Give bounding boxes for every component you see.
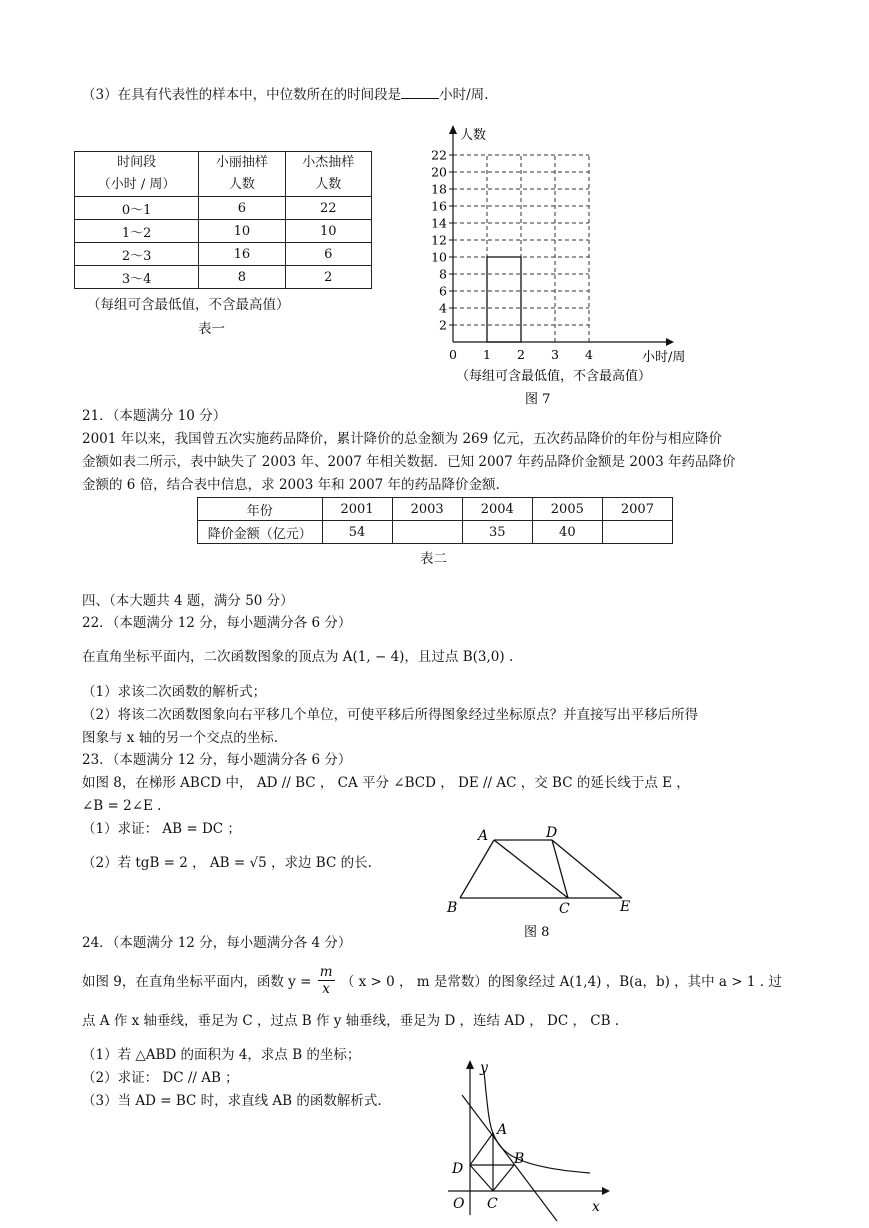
table-row [198,521,673,544]
y-axis-label: 人数 [460,128,487,143]
table-cell: 2004 [462,498,532,521]
table-cell: 3～4 [75,266,199,289]
q22-part1: （1）求该二次函数的解析式； [82,684,267,700]
y-tick-label: 20 [431,164,447,180]
table-cell [392,521,462,544]
table-cell: 2005 [532,498,602,521]
x-tick-label: 4 [585,347,593,362]
y-tick-label: 12 [431,232,447,248]
y-tick-label: 16 [431,198,447,214]
q21-line-1: 2001 年以来，我国曾五次实施药品降价，累计降价的总金额为 269 亿元，五次药品降价的年份与相应降价 [82,431,722,447]
table-two-caption: 表二 [420,551,447,567]
table-one [74,151,372,289]
segment-ac [494,840,568,898]
y-tick-labels [431,148,453,333]
y-tick-label: 8 [439,266,447,282]
x-tick-label: 3 [551,347,559,362]
segment-ad [470,1133,493,1165]
y-tick-label: 22 [431,147,447,163]
x-axis-arrow-icon [666,338,674,346]
table-one-header-xiaojie: 小杰抽样 人数 [285,152,371,197]
y-tick-label: 18 [431,181,447,197]
table-one-note: （每组可含最低值，不含最高值） [87,297,290,313]
point-label-c: C [559,901,570,917]
point-label-b: B [447,900,458,916]
axis-label-x: x [592,1199,600,1215]
table-one-caption: 表一 [198,321,225,337]
table-row [198,498,673,521]
q24-part2: （2）求证： DC // AB ； [82,1070,239,1086]
x-tick-label: 2 [517,347,525,362]
q21-line-2: 金额如表二所示，表中缺失了 2003 年、2007 年相关数据．已知 2007 年药品降价金额是 2003 年药品降价 [82,454,736,470]
y-tick-label: 4 [439,300,447,316]
q24-part3: （3）当 AD = BC 时，求直线 AB 的函数解析式. [82,1093,382,1109]
table-cell: 2 [285,266,371,289]
q22-part2-line2: 图象与 x 轴的另一个交点的坐标. [82,730,278,746]
y-axis-arrow-icon [449,125,457,134]
table-cell: 10 [199,220,285,243]
q23-line-1: 如图 8，在梯形 ABCD 中， AD // BC ， CA 平分 ∠BCD ， DE // AC ，交 BC 的延长线于点 E ， [82,775,690,791]
figure-8-trapezoid [440,820,640,945]
point-label-d: D [546,825,558,841]
table-row [75,266,372,289]
y-tick-label: 10 [431,249,447,265]
y-axis-arrow-icon [466,1060,474,1069]
q20-part3-before: （3）在具有代表性的样本中，中位数所在的时间段是 [82,87,402,103]
table-cell: 22 [285,197,371,220]
segment-dc [552,840,568,898]
point-label-a: A [497,1122,508,1138]
q24-line-1-end: （ x > 0 ， m 是常数）的图象经过 A(1,4) ，B(a，b) ，其中 a > 1 . 过 [340,974,782,990]
x-axis-arrow-icon [602,1187,610,1195]
table-cell: 8 [199,266,285,289]
x-axis-label: 小时/周 [642,350,686,365]
segment-ab [460,840,494,898]
segment-dc [470,1165,493,1191]
figure-8-caption: 图 8 [524,925,550,940]
table-cell: 2001 [322,498,392,521]
table-one-header-xiaoli: 小丽抽样 人数 [199,152,285,197]
table-cell: 降价金额（亿元） [198,521,323,544]
x-tick-labels [449,347,593,362]
fraction-m-over-x [318,964,335,997]
figure-7-chart [420,118,710,408]
figure-9-graph [440,1055,620,1223]
q24-line-2: 点 A 作 x 轴垂线，垂足为 C ，过点 B 作 y 轴垂线，垂足为 D ，连结 AD ， DC ， CB . [82,1013,620,1029]
point-label-d: D [452,1161,464,1177]
x-tick-label: 0 [449,347,457,362]
q20-part3-after: 小时/周. [439,87,489,103]
point-label-a: A [478,828,489,844]
answer-blank [401,84,439,99]
segment-de [552,840,622,898]
figure-7-note: （每组可含最低值，不含最高值） [456,369,652,384]
x-tick-label: 1 [483,347,491,362]
q23-line-2: ∠B = 2∠E . [82,798,162,814]
figure-7-caption: 图 7 [525,392,551,407]
section-4-heading: 四、（本大题共 4 题，满分 50 分） [82,593,294,609]
table-row [75,197,372,220]
table-cell: 35 [462,521,532,544]
q24-line-1-start: 如图 9，在直角坐标平面内，函数 y = [82,974,312,990]
point-label-b: B [514,1151,525,1167]
q22-heading: 22．（本题满分 12 分，每小题满分各 6 分） [82,615,352,631]
table-cell: 10 [285,220,371,243]
table-cell: 40 [532,521,602,544]
table-cell: 16 [199,243,285,266]
segment-cb [493,1165,514,1191]
q22-part2-line1: （2）将该二次函数图象向右平移几个单位，可使平移后所得图象经过坐标原点？并直接写出平移后所得 [82,707,699,723]
q24-part1: （1）若 △ABD 的面积为 4，求点 B 的坐标； [82,1047,361,1063]
table-cell: 0～1 [75,197,199,220]
y-tick-label: 6 [439,283,447,299]
table-cell: 54 [322,521,392,544]
table-cell: 2003 [392,498,462,521]
table-cell: 1～2 [75,220,199,243]
table-one-header-period: 时间段 （小时 / 周） [75,152,199,197]
bars [487,257,521,342]
table-cell: 2007 [602,498,672,521]
y-tick-label: 14 [431,215,447,231]
table-row [75,220,372,243]
fraction-numerator: m [319,964,333,980]
point-label-e: E [620,899,631,915]
table-two [197,497,673,544]
q20-part3 [82,84,488,106]
table-cell: 6 [199,197,285,220]
q22-stem: 在直角坐标平面内，二次函数图象的顶点为 A(1, − 4)，且过点 B(3,0) . [82,649,514,665]
table-row [75,243,372,266]
point-label-c: C [487,1196,498,1212]
table-cell: 6 [285,243,371,266]
q23-heading: 23．（本题满分 12 分，每小题满分各 6 分） [82,752,352,768]
q24-line-1 [82,966,782,999]
table-cell [602,521,672,544]
table-one-header [75,152,372,197]
histogram-bar [487,257,521,342]
q21-line-3: 金额的 6 倍，结合表中信息，求 2003 年和 2007 年的药品降价金额. [82,477,500,493]
fraction-denominator: x [322,981,330,997]
axis-label-y: y [480,1060,488,1076]
q23-part1: （1）求证： AB = DC ； [82,821,241,837]
table-cell: 年份 [198,498,323,521]
q23-part2: （2）若 tgB = 2 ， AB = √5 ，求边 BC 的长. [82,855,372,871]
q21-heading: 21．（本题满分 10 分） [82,408,227,424]
origin-label: O [453,1196,465,1212]
table-cell: 2～3 [75,243,199,266]
y-tick-label: 2 [439,317,447,333]
q24-heading: 24．（本题满分 12 分，每小题满分各 4 分） [82,935,352,951]
line-ab [462,1095,557,1221]
